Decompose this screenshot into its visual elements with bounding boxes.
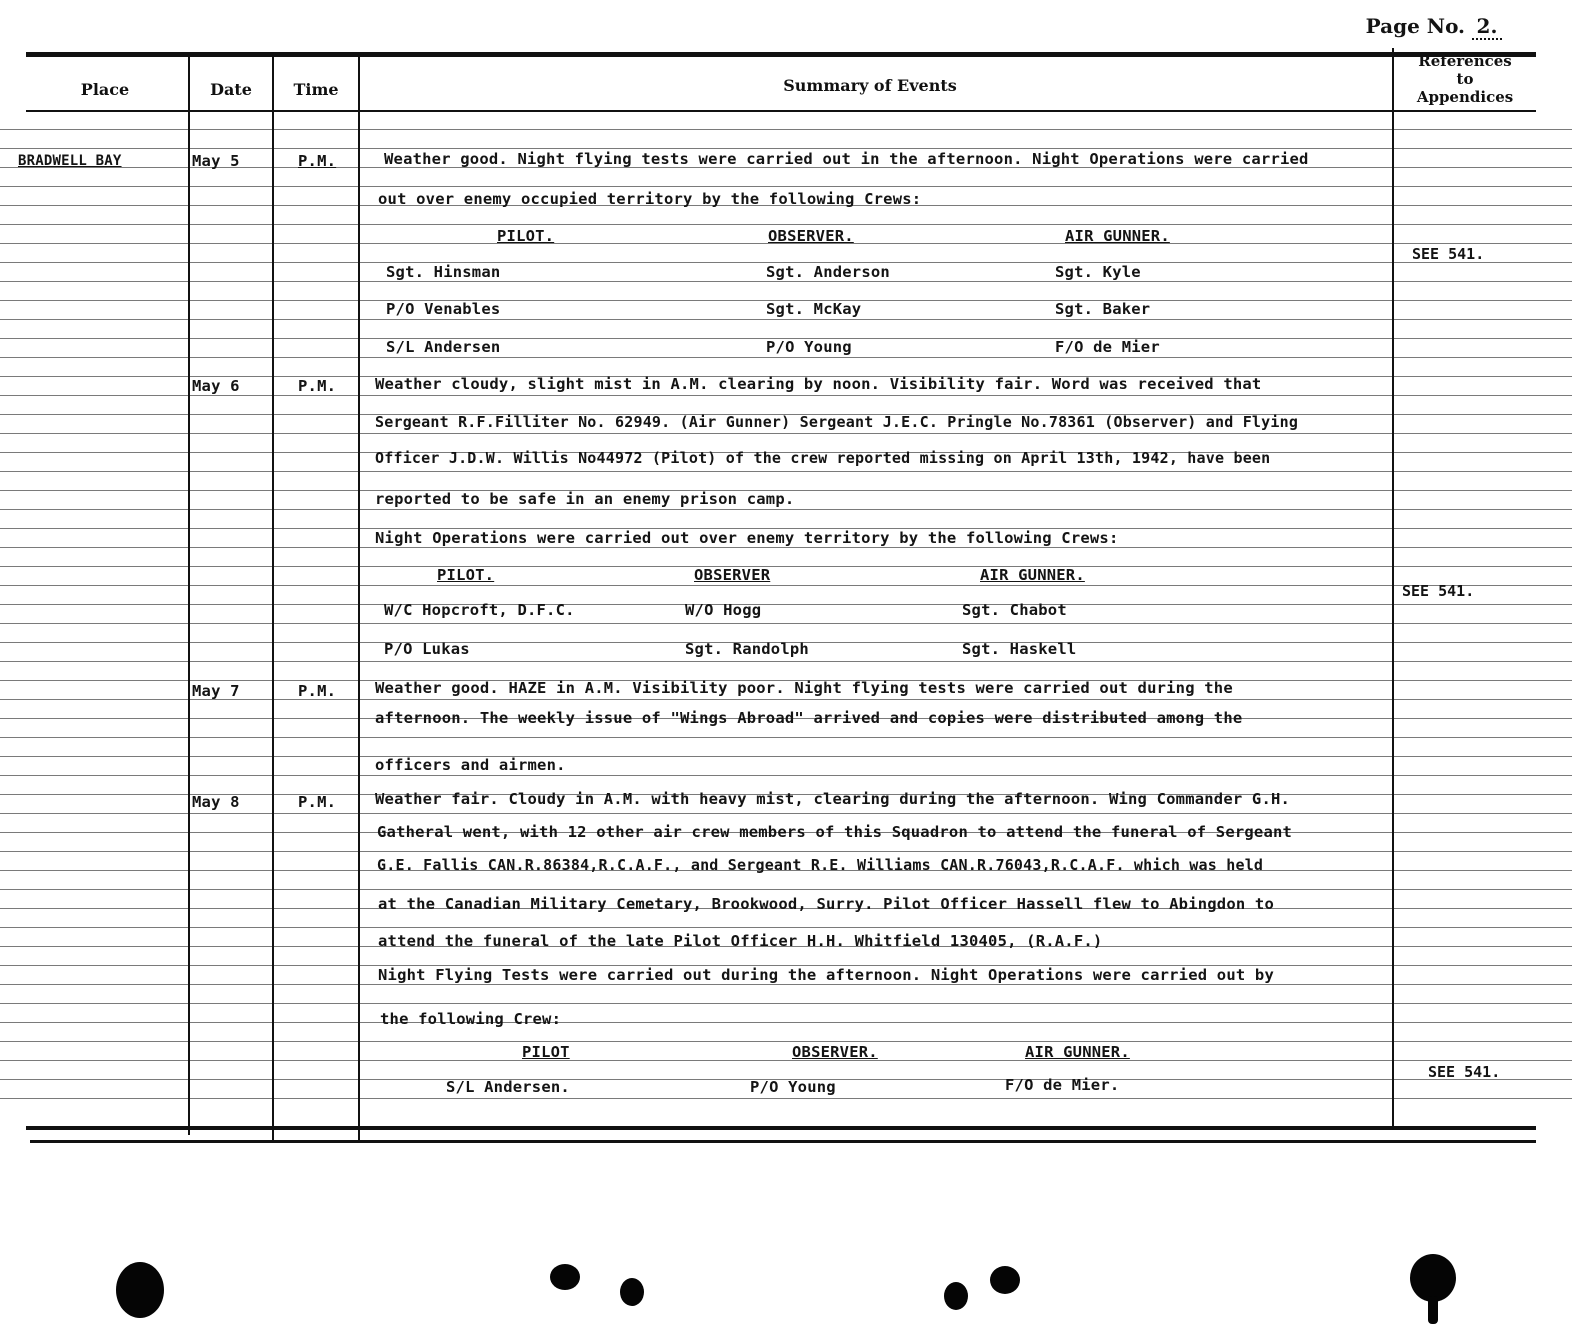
crew-air-gunner: Sgt. Baker	[1055, 300, 1151, 318]
summary-line: afternoon. The weekly issue of "Wings Abroad" arrived and copies were distributed among the	[375, 709, 1243, 727]
crew-pilot: S/L Andersen	[386, 338, 501, 356]
entry-time: P.M.	[298, 377, 337, 395]
crew-observer: Sgt. Anderson	[766, 263, 890, 281]
header-place: Place	[80, 80, 130, 99]
crew-observer: Sgt. McKay	[766, 300, 862, 318]
crew-observer: Sgt. Randolph	[685, 640, 809, 658]
appendix-reference: SEE 541.	[1428, 1063, 1501, 1081]
summary-line: officers and airmen.	[375, 756, 566, 774]
appendix-reference: SEE 541.	[1402, 582, 1475, 600]
crew-pilot: W/C Hopcroft, D.F.C.	[384, 601, 575, 619]
place: BRADWELL BAY	[18, 153, 122, 169]
crew-observer: P/O Young	[750, 1078, 836, 1096]
punch-hole-mark	[1410, 1254, 1456, 1302]
summary-line: out over enemy occupied territory by the following Crews:	[378, 190, 922, 208]
crew-header-air-gunner: AIR GUNNER.	[1025, 1043, 1130, 1061]
header-date: Date	[210, 80, 252, 99]
crew-air-gunner: Sgt. Haskell	[962, 640, 1077, 658]
punch-hole-mark	[116, 1262, 164, 1318]
crew-header-pilot: PILOT.	[497, 227, 555, 245]
crew-header-pilot: PILOT.	[437, 566, 495, 584]
summary-line: Weather fair. Cloudy in A.M. with heavy mist, clearing during the afternoon. Wing Commander G.H.	[375, 790, 1291, 808]
crew-observer: P/O Young	[766, 338, 852, 356]
summary-line: the following Crew:	[380, 1010, 562, 1028]
crew-air-gunner: Sgt. Kyle	[1055, 263, 1141, 281]
table-bottom-rule	[26, 1126, 1536, 1130]
summary-line: at the Canadian Military Cemetary, Brookwood, Surry. Pilot Officer Hassell flew to Abingdon to	[378, 895, 1274, 913]
header-time: Time	[293, 80, 339, 99]
crew-air-gunner: F/O de Mier	[1055, 338, 1160, 356]
summary-line: Night Flying Tests were carried out during the afternoon. Night Operations were carried out by	[378, 966, 1274, 984]
crew-pilot: S/L Andersen.	[446, 1078, 570, 1096]
header-references: References to Appendices	[1416, 52, 1514, 106]
crew-header-air-gunner: AIR GUNNER.	[1065, 227, 1170, 245]
summary-line: Night Operations were carried out over enemy territory by the following Crews:	[375, 529, 1119, 547]
entry-date: May 6	[192, 377, 240, 395]
entry-date: May 5	[192, 152, 240, 170]
crew-header-pilot: PILOT	[522, 1043, 570, 1061]
summary-line: reported to be safe in an enemy prison camp.	[375, 490, 795, 508]
summary-line: Weather good. HAZE in A.M. Visibility poor. Night flying tests were carried out during the	[375, 679, 1233, 697]
column-divider-place	[188, 55, 190, 1135]
entry-date: May 7	[192, 682, 240, 700]
crew-header-air-gunner: AIR GUNNER.	[980, 566, 1085, 584]
column-divider-time	[358, 55, 360, 1140]
crew-air-gunner: F/O de Mier.	[1005, 1076, 1120, 1094]
summary-line: Officer J.D.W. Willis No44972 (Pilot) of the crew reported missing on April 13th, 1942, have been	[375, 449, 1271, 467]
column-divider-date	[272, 55, 274, 1140]
entry-time: P.M.	[298, 682, 337, 700]
appendix-reference: SEE 541.	[1412, 245, 1485, 263]
summary-line: attend the funeral of the late Pilot Officer H.H. Whitfield 130405, (R.A.F.)	[378, 932, 1103, 950]
punch-hole-mark	[990, 1266, 1020, 1294]
crew-pilot: P/O Venables	[386, 300, 501, 318]
header-summary: Summary of Events	[783, 76, 957, 95]
crew-pilot: Sgt. Hinsman	[386, 263, 501, 281]
entry-time: P.M.	[298, 152, 337, 170]
header-top-rule	[26, 52, 1536, 57]
crew-air-gunner: Sgt. Chabot	[962, 601, 1067, 619]
crew-header-observer: OBSERVER	[694, 566, 771, 584]
crew-observer: W/O Hogg	[685, 601, 762, 619]
page-number-label: Page No.	[1365, 14, 1466, 38]
summary-line: G.E. Fallis CAN.R.86384,R.C.A.F., and Sergeant R.E. Williams CAN.R.76043,R.C.A.F. which was held	[377, 856, 1264, 874]
crew-header-observer: OBSERVER.	[792, 1043, 878, 1061]
summary-line: Gatheral went, with 12 other air crew members of this Squadron to attend the funeral of Sergeant	[377, 823, 1293, 841]
summary-line: Weather cloudy, slight mist in A.M. clearing by noon. Visibility fair. Word was received that	[375, 375, 1262, 393]
page-number	[1366, 14, 1502, 40]
page-number-value: 2.	[1472, 14, 1502, 40]
summary-line: Weather good. Night flying tests were carried out in the afternoon. Night Operations were carried	[384, 150, 1309, 168]
ruled-lines	[0, 112, 1572, 1112]
punch-hole-mark	[550, 1264, 580, 1290]
entry-time: P.M.	[298, 793, 337, 811]
header-bottom-rule	[26, 110, 1536, 112]
punch-hole-mark	[944, 1282, 968, 1310]
page-bottom-rule	[30, 1140, 1536, 1143]
punch-hole-mark	[620, 1278, 644, 1306]
summary-line: Sergeant R.F.Filliter No. 62949. (Air Gunner) Sergeant J.E.C. Pringle No.78361 (Observer) and Flying	[375, 413, 1299, 431]
column-divider-summary	[1392, 48, 1394, 1130]
punch-hole-mark	[1428, 1296, 1438, 1324]
entry-date: May 8	[192, 793, 240, 811]
crew-header-observer: OBSERVER.	[768, 227, 854, 245]
crew-pilot: P/O Lukas	[384, 640, 470, 658]
